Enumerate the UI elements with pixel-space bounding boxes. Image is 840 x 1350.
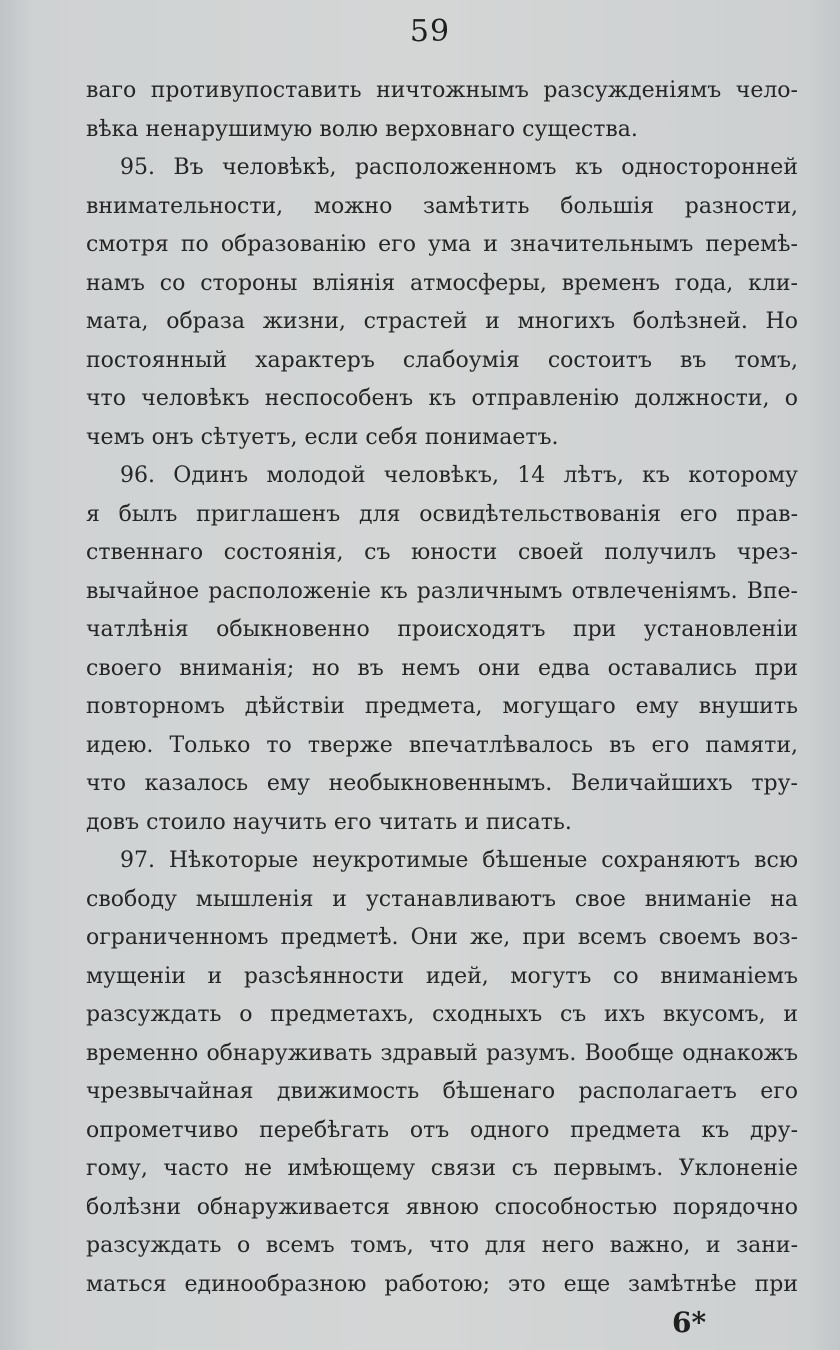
text-line: ваго противупоставить ничтожнымъ разсужденіямъ чело- xyxy=(86,78,798,103)
text-line: довъ стоило научить его читать и писать. xyxy=(86,809,572,835)
text-line: маться единообразною работою; это еще замѣтнѣе при xyxy=(86,1271,798,1297)
body-text xyxy=(86,72,798,1304)
text-line: вычайное расположеніе къ различнымъ отвлеченіямъ. Впе- xyxy=(86,578,798,604)
text-line: чрезвычайная движимость бѣшенаго располагаетъ его xyxy=(86,1079,798,1104)
text-line: мата, образа жизни, страстей и многихъ болѣзней. Но xyxy=(86,309,798,334)
text-line: смотря по образованію его ума и значительнымъ перемѣ- xyxy=(86,232,798,257)
text-line: что человѣкъ неспособенъ къ отправленію должности, о xyxy=(86,386,798,411)
text-line: опрометчиво перебѣгать отъ одного предмета къ дру- xyxy=(86,1117,798,1143)
text-line: гому, часто не имѣющему связи съ первымъ. Уклоненіе xyxy=(86,1156,798,1181)
text-line: 95. Въ человѣкѣ, расположенномъ къ односторонней xyxy=(120,155,798,180)
text-line: временно обнаруживать здравый разумъ. Вообще однакожъ xyxy=(86,1040,798,1066)
text-line: болѣзни обнаруживается явною способностью порядочно xyxy=(86,1194,798,1220)
text-line: повторномъ дѣйствіи предмета, могущаго ему внушить xyxy=(86,694,798,719)
text-line: ограниченномъ предметѣ. Они же, при всемъ своемъ воз- xyxy=(86,925,798,950)
text-line: чатлѣнія обыкновенно происходятъ при установленіи xyxy=(86,617,798,642)
text-line: я былъ приглашенъ для освидѣтельствованія его прав- xyxy=(86,501,798,527)
text-line: чемъ онъ сѣтуетъ, если себя понимаетъ. xyxy=(86,424,559,450)
text-line: мущеніи и разсѣянности идей, могутъ со вниманіемъ xyxy=(86,963,798,989)
text-line: 97. Нѣкоторые неукротимые бѣшеные сохраняютъ всю xyxy=(120,848,798,873)
text-line: вѣка ненарушимую волю верховнаго существа. xyxy=(86,116,638,142)
text-line: внимательности, можно замѣтить большія разности, xyxy=(86,193,798,219)
text-line: разсуждать о всемъ томъ, что для него важно, и зани- xyxy=(86,1233,798,1258)
text-line: намъ со стороны вліянія атмосферы, временъ года, кли- xyxy=(86,270,798,296)
text-line: свободу мышленія и устанавливаютъ свое вниманіе на xyxy=(86,886,798,912)
text-line: что казалось ему необыкновеннымъ. Величайшихъ тру- xyxy=(86,771,798,796)
text-line: своего вниманія; но въ немъ они едва оставались при xyxy=(86,655,798,681)
text-line: постоянный характеръ слабоумія состоитъ въ томъ, xyxy=(86,347,798,373)
text-line: идею. Только то тверже впечатлѣвалось въ его памяти, xyxy=(86,732,798,758)
page-number: 59 xyxy=(409,14,451,49)
text-line: разсуждать о предметахъ, сходныхъ съ ихъ вкусомъ, и xyxy=(86,1002,798,1027)
text-line: 96. Одинъ молодой человѣкъ, 14 лѣтъ, къ которому xyxy=(120,463,798,488)
text-line: ственнаго состоянія, съ юности своей получилъ чрез- xyxy=(86,540,798,565)
printer-signature-mark: 6* xyxy=(672,1306,707,1339)
